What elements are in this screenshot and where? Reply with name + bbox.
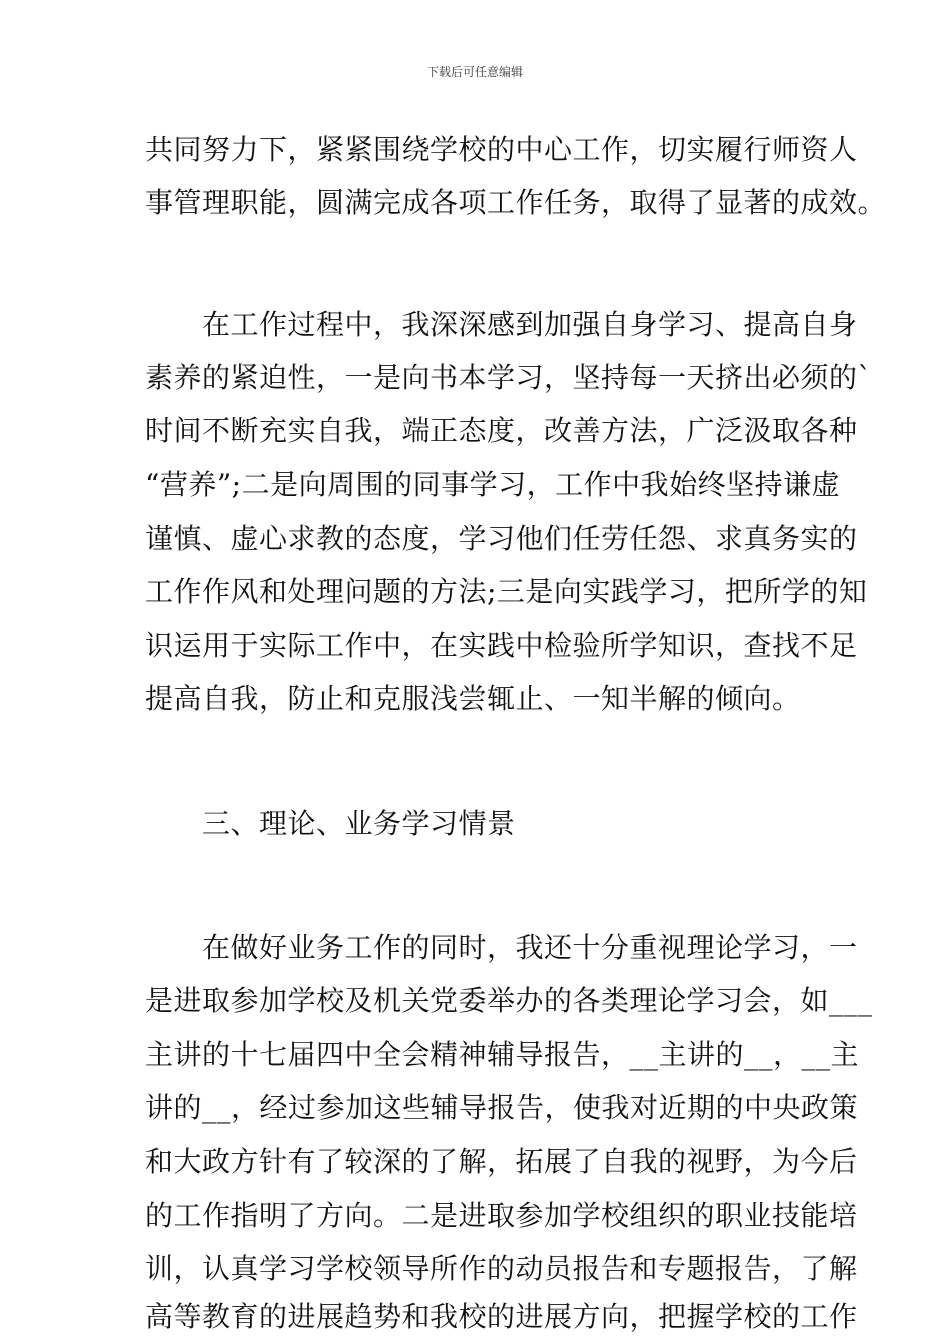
paragraph-2-line-4: “营养”;二是向周围的同事学习，工作中我始终坚持谦虚 <box>145 468 841 501</box>
paragraph-2-line-5: 谨慎、虚心求教的态度，学习他们任劳任怨、求真务实的 <box>145 522 858 555</box>
paragraph-3-line-8: 高等教育的进展趋势和我校的进展方向，把握学校的工作 <box>145 1300 858 1333</box>
paragraph-2-line-2: 素养的紧迫性，一是向书本学习，坚持每一天挤出必须的` <box>145 361 873 394</box>
paragraph-2-line-6: 工作作风和处理问题的方法;三是向实践学习，把所学的知 <box>145 575 868 608</box>
paragraph-3-line-2: 是进取参加学校及机关党委举办的各类理论学习会，如___ <box>145 984 873 1017</box>
paragraph-2-line-3: 时间不断充实自我，端正态度，改善方法，广泛汲取各种 <box>145 414 858 447</box>
paragraph-1-line-2: 事管理职能，圆满完成各项工作任务，取得了显著的成效。 <box>145 186 887 219</box>
paragraph-2-line-8: 提高自我，防止和克服浅尝辄止、一知半解的倾向。 <box>145 682 801 715</box>
paragraph-3-line-4: 讲的__，经过参加这些辅导报告，使我对近期的中央政策 <box>145 1091 859 1124</box>
paragraph-3-line-3: 主讲的十七届四中全会精神辅导报告，__主讲的__，__主 <box>145 1038 860 1071</box>
paragraph-1-line-1: 共同努力下，紧紧围绕学校的中心工作，切实履行师资人 <box>145 133 858 166</box>
page-header: 下载后可任意编辑 <box>426 65 523 79</box>
paragraph-2-line-7: 识运用于实际工作中，在实践中检验所学知识，查找不足 <box>145 629 858 662</box>
paragraph-3-line-6: 的工作指明了方向。二是进取参加学校组织的职业技能培 <box>145 1199 858 1232</box>
paragraph-3-line-1: 在做好业务工作的同时，我还十分重视理论学习，一 <box>145 931 858 964</box>
paragraph-3-line-5: 和大政方针有了较深的了解，拓展了自我的视野，为今后 <box>145 1145 858 1178</box>
paragraph-3-line-7: 训，认真学习学校领导所作的动员报告和专题报告，了解 <box>145 1252 858 1285</box>
paragraph-2-line-1: 在工作过程中，我深深感到加强自身学习、提高自身 <box>145 308 858 341</box>
section-heading: 三、理论、业务学习情景 <box>145 807 516 840</box>
